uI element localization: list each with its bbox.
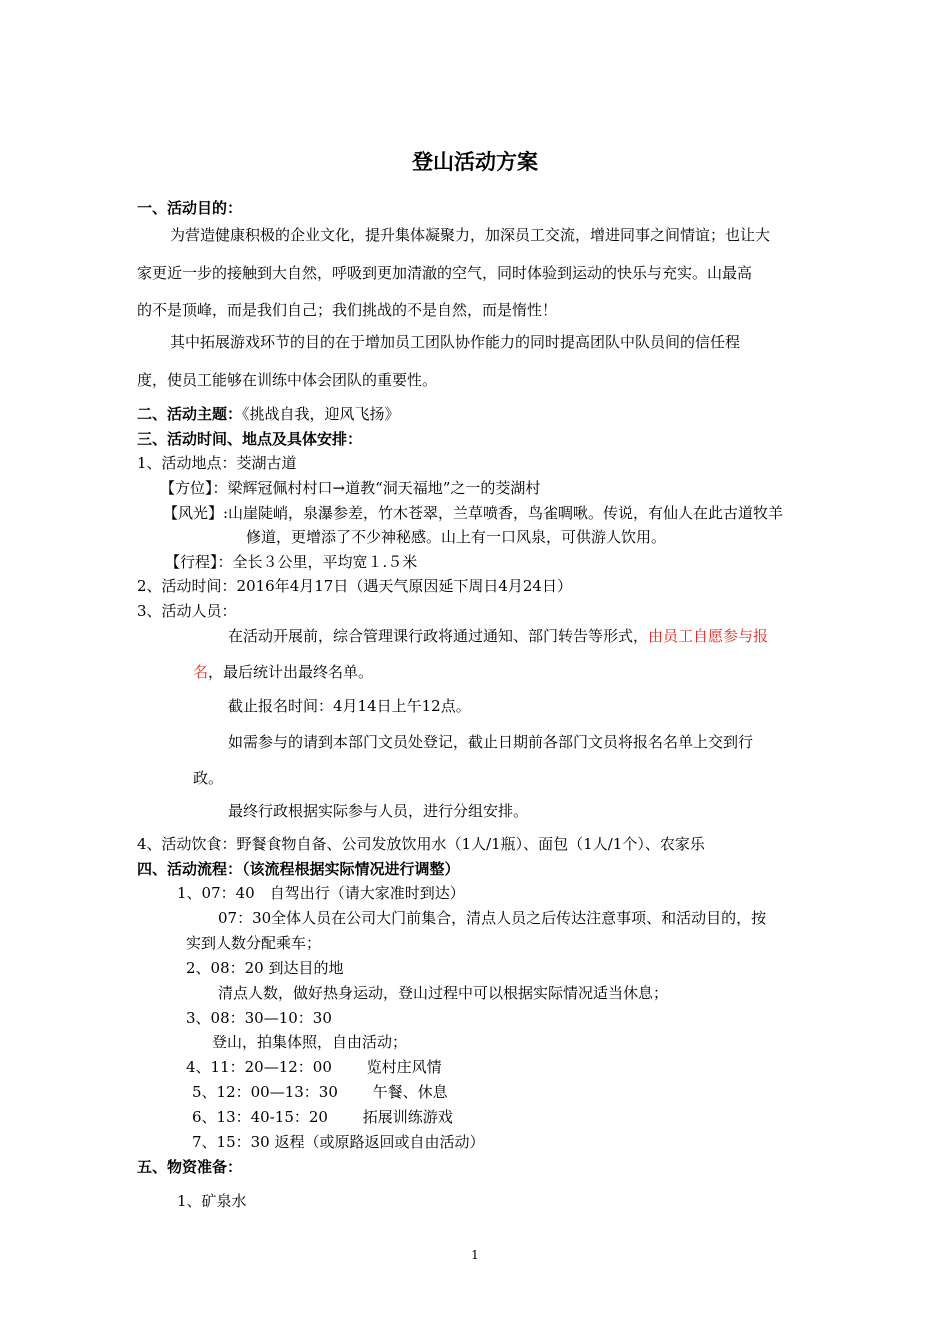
grouping-line: 最终行政根据实际参与人员，进行分组安排。 (228, 802, 529, 820)
deadline-line: 截止报名时间：4月14日上午12点。 (228, 697, 471, 715)
location-item: 1、活动地点：茭湖古道 (137, 454, 297, 472)
registration-line: 政。 (193, 769, 224, 787)
schedule-detail: 实到人数分配乘车； (186, 934, 322, 952)
section-2-line (137, 404, 400, 424)
schedule-detail: 登山，拍集体照，自由活动； (212, 1033, 408, 1051)
time-item: 2、活动时间：2016年4月17日（遇天气原因延下周日4月24日） (137, 577, 572, 595)
route-item: 【行程】：全长３公里，平均宽１.５米 (165, 553, 418, 571)
people-paragraph-line: 名，最后统计出最终名单。 (193, 663, 374, 681)
schedule-detail: 07：30全体人员在公司大门前集合，清点人员之后传达注意事项、和活动目的，按 (218, 909, 767, 927)
section-5-heading: 五、物资准备： (137, 1158, 243, 1176)
registration-line: 如需参与的请到本部门文员处登记，截止日期前各部门文员将报名名单上交到行 (228, 733, 754, 751)
scenery-item: 【风光】:山崖陡峭，泉瀑参差，竹木苍翠，兰草喷香，鸟雀啁啾。传说，有仙人在此古道牧羊 (163, 504, 784, 522)
purpose-paragraph-line: 其中拓展游戏环节的目的在于增加员工团队协作能力的同时提高团队中队员间的信任程 (170, 333, 741, 351)
purpose-paragraph-line: 为营造健康积极的企业文化，提升集体凝聚力，加深员工交流，增进同事之间情谊；也让大 (170, 226, 771, 244)
schedule-item: 7、15：30 返程（或原路返回或自由活动） (192, 1133, 485, 1151)
people-item: 3、活动人员： (137, 602, 237, 620)
schedule-item: 4、11：20—12：00 览村庄风情 (186, 1058, 442, 1076)
schedule-item: 6、13：40-15：20 拓展训练游戏 (192, 1108, 453, 1126)
people-paragraph-line: 在活动开展前，综合管理课行政将通过通知、部门转告等形式，由员工自愿参与报 (228, 627, 769, 645)
schedule-item: 1、07：40 自驾出行（请大家准时到达） (177, 884, 465, 902)
purpose-paragraph-line: 的不是顶峰，而是我们自己；我们挑战的不是自然，而是惰性！ (137, 301, 558, 319)
section-4-heading: 四、活动流程：（该流程根据实际情况进行调整） (137, 860, 460, 878)
voluntary-highlight: 由员工自愿参与报 (648, 627, 769, 645)
page-number: 1 (471, 1248, 479, 1262)
scenery-item-cont: 修道，更增添了不少神秘感。山上有一口风泉，可供游人饮用。 (246, 528, 667, 546)
schedule-detail: 清点人数，做好热身运动，登山过程中可以根据实际情况适当休息； (218, 984, 669, 1002)
activity-theme: 《挑战自我，迎风飞扬》 (242, 405, 400, 423)
food-item: 4、活动饮食：野餐食物自备、公司发放饮用水（1人/1瓶）、面包（1人/1个）、农家乐 (137, 835, 705, 853)
schedule-item: 3、08：30—10：30 (186, 1009, 332, 1027)
voluntary-highlight: 名 (193, 663, 209, 681)
schedule-item: 5、12：00—13：30 午餐、休息 (192, 1083, 448, 1101)
section-1-heading: 一、活动目的： (137, 199, 243, 217)
document-title: 登山活动方案 (412, 150, 538, 174)
schedule-item: 2、08：20 到达目的地 (186, 959, 344, 977)
purpose-paragraph-line: 家更近一步的接触到大自然，呼吸到更加清澈的空气，同时体验到运动的快乐与充实。山最高 (137, 264, 753, 282)
direction-item: 【方位】：梁辉冠佩村村口→道教“洞天福地”之一的茭湖村 (160, 479, 541, 497)
purpose-paragraph-line: 度，使员工能够在训练中体会团队的重要性。 (137, 371, 438, 389)
section-2-heading: 二、活动主题： (137, 405, 243, 423)
supplies-item: 1、矿泉水 (177, 1192, 247, 1210)
section-3-heading: 三、活动时间、地点及具体安排： (137, 430, 363, 448)
